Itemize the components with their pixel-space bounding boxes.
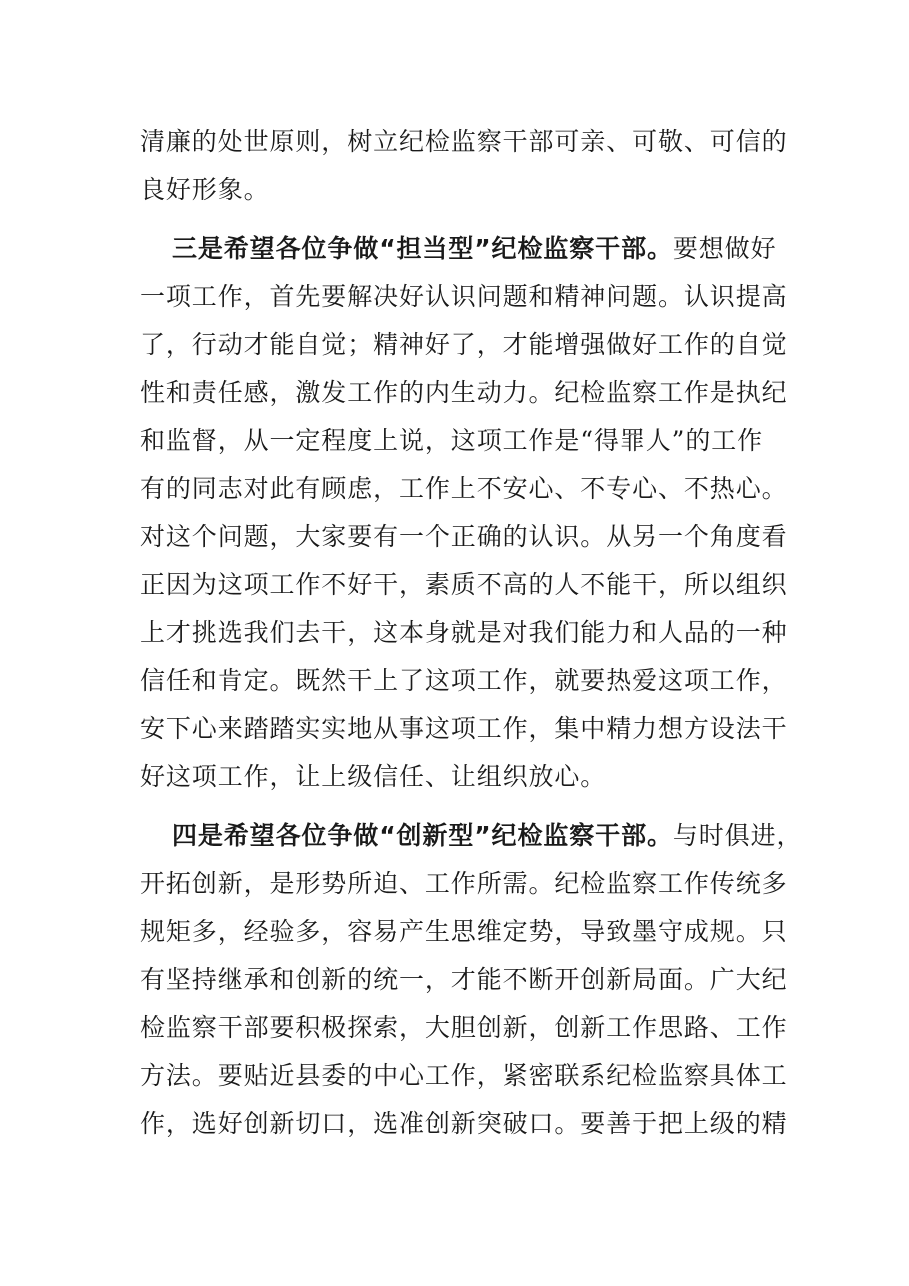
- text-line: 良好形象。: [140, 175, 270, 204]
- text-line: 方法。要贴近县委的中心工作，紧密联系纪检监察具体工: [140, 1061, 788, 1090]
- text-run: 与时俱进，: [672, 821, 803, 850]
- text-line: 正因为这项工作不好干，素质不高的人不能干，所以组织: [140, 570, 788, 599]
- text-line: 一项工作，首先要解决好认识问题和精神问题。认识提高: [140, 282, 788, 311]
- text-line: 有坚持继承和创新的统一，才能不断开创新局面。广大纪: [140, 965, 788, 994]
- text-line: 信任和肯定。既然干上了这项工作，就要热爱这项工作，: [140, 666, 788, 695]
- paragraph-lead-heading: 四是希望各位争做“创新型”纪检监察干部。: [172, 821, 673, 850]
- text-line: 规矩多，经验多，容易产生思维定势，导致墨守成规。只: [140, 917, 788, 946]
- text-line: 有的同志对此有顾虑，工作上不安心、不专心、不热心。: [140, 474, 788, 503]
- text-line: 开拓创新，是形势所迫、工作所需。纪检监察工作传统多: [140, 869, 788, 898]
- text-line: 安下心来踏踏实实地从事这项工作，集中精力想方设法干: [140, 714, 788, 743]
- paragraph-lead-heading: 三是希望各位争做“担当型”纪检监察干部。: [172, 234, 673, 263]
- paragraph-first-line: [172, 233, 776, 265]
- text-line: 性和责任感，激发工作的内生动力。纪检监察工作是执纪: [140, 378, 788, 407]
- paragraph-first-line: [172, 820, 802, 852]
- text-line: 和监督，从一定程度上说，这项工作是“得罪人”的工作: [140, 426, 764, 455]
- text-line: 好这项工作，让上级信任、让组织放心。: [140, 762, 607, 791]
- text-line: 检监察干部要积极探索，大胆创新，创新工作思路、工作: [140, 1013, 788, 1042]
- text-line: 了，行动才能自觉；精神好了，才能增强做好工作的自觉: [140, 330, 788, 359]
- text-line: 清廉的处世原则，树立纪检监察干部可亲、可敬、可信的: [140, 127, 788, 156]
- text-line: 上才挑选我们去干，这本身就是对我们能力和人品的一种: [140, 618, 788, 647]
- text-line: 作，选好创新切口，选准创新突破口。要善于把上级的精: [140, 1109, 788, 1138]
- text-line: 对这个问题，大家要有一个正确的认识。从另一个角度看: [140, 522, 788, 551]
- text-run: 要想做好: [672, 234, 777, 263]
